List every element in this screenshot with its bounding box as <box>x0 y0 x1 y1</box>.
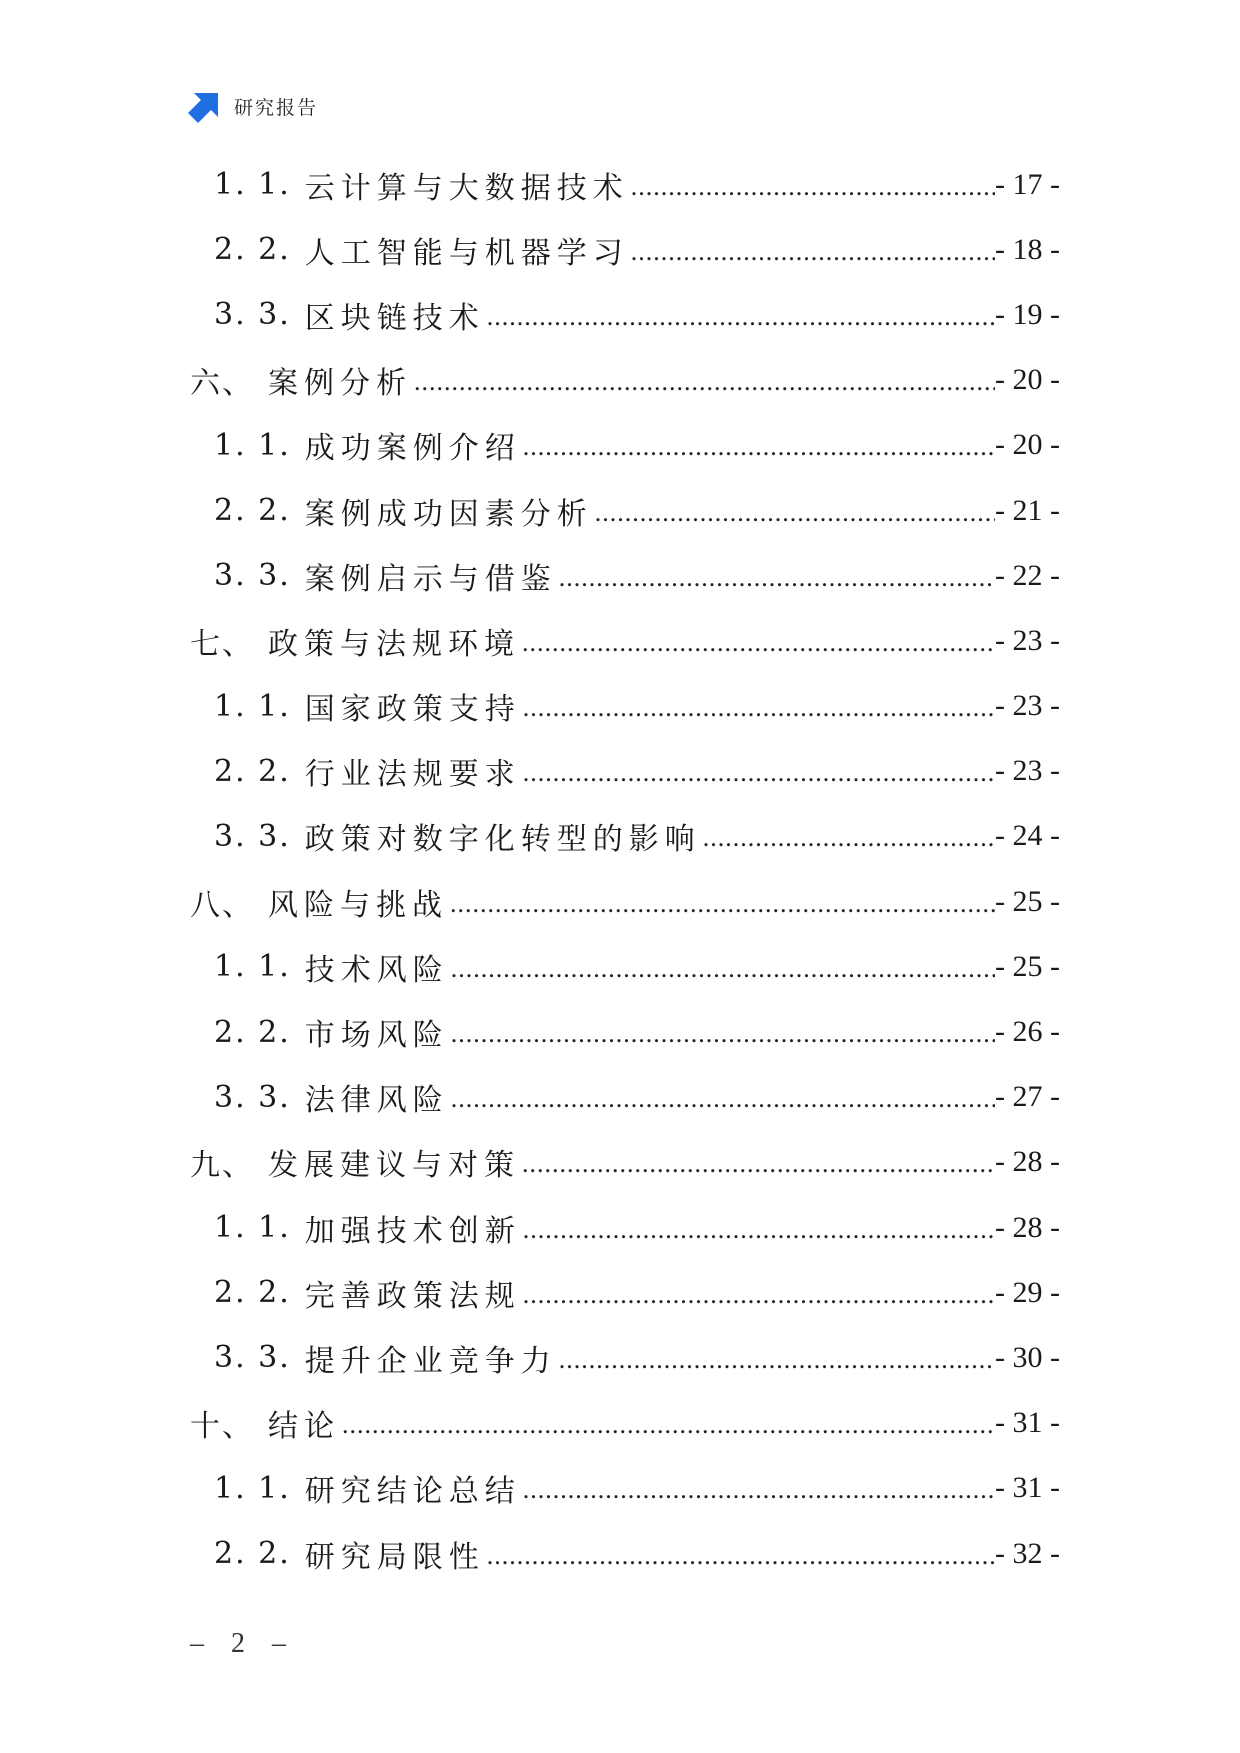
page-number: – 2 – <box>190 1628 296 1659</box>
toc-entry-number: 2. 2. <box>214 1536 291 1572</box>
toc-dot-leader <box>523 1215 995 1245</box>
toc-dot-leader <box>523 1475 995 1505</box>
toc-dot-leader <box>414 367 995 397</box>
toc-entry-title: 云计算与大数据技术 <box>304 170 629 206</box>
toc-entry-page: - 31 - <box>995 1406 1060 1440</box>
toc-entry-title: 人工智能与机器学习 <box>304 235 629 271</box>
toc-entry-number: 3. 3. <box>214 818 291 854</box>
toc-section-entry[interactable] <box>190 1065 1060 1130</box>
toc-section-entry[interactable] <box>190 1456 1060 1521</box>
toc-entry-title: 政策对数字化转型的影响 <box>304 822 701 858</box>
toc-entry-page: - 22 - <box>995 558 1060 592</box>
toc-entry-title: 风险与挑战 <box>268 887 448 923</box>
toc-entry-page: - 26 - <box>995 1015 1060 1049</box>
toc-chapter-entry[interactable] <box>190 348 1060 413</box>
toc-section-entry[interactable] <box>190 543 1060 608</box>
toc-entry-page: - 30 - <box>995 1340 1060 1374</box>
toc-dot-leader <box>523 693 995 723</box>
toc-entry-page: - 20 - <box>995 363 1060 397</box>
toc-entry-number: 1. 1. <box>214 167 291 203</box>
toc-section-entry[interactable] <box>190 1325 1060 1390</box>
toc-entry-number: 1. 1. <box>214 949 291 985</box>
table-of-contents <box>190 152 1060 1586</box>
toc-dot-leader <box>450 889 995 919</box>
toc-chapter-entry[interactable] <box>190 1391 1060 1456</box>
toc-section-entry[interactable] <box>190 934 1060 999</box>
toc-entry-title: 成功案例介绍 <box>304 431 521 467</box>
toc-dot-leader <box>631 237 995 267</box>
toc-section-entry[interactable] <box>190 478 1060 543</box>
toc-entry-number: 1. 1. <box>214 1470 291 1506</box>
toc-dot-leader <box>451 1084 995 1114</box>
toc-section-entry[interactable] <box>190 804 1060 869</box>
toc-entry-number: 十、 <box>190 1409 254 1445</box>
toc-section-entry[interactable] <box>190 282 1060 347</box>
toc-entry-number: 1. 1. <box>214 688 291 724</box>
toc-entry-number: 2. 2. <box>214 1275 291 1311</box>
toc-dot-leader <box>559 1345 995 1375</box>
toc-entry-page: - 31 - <box>995 1471 1060 1505</box>
toc-dot-leader <box>487 302 995 332</box>
toc-entry-title: 行业法规要求 <box>304 757 521 793</box>
toc-section-entry[interactable] <box>190 1521 1060 1586</box>
toc-entry-page: - 32 - <box>995 1536 1060 1570</box>
toc-entry-number: 六、 <box>190 366 254 402</box>
toc-dot-leader <box>451 954 995 984</box>
arrow-up-right-logo-icon <box>188 89 222 123</box>
toc-entry-page: - 25 - <box>995 949 1060 983</box>
header-title: 研究报告 <box>234 96 319 119</box>
toc-dot-leader <box>523 432 995 462</box>
toc-entry-title: 案例启示与借鉴 <box>304 561 557 597</box>
toc-entry-number: 八、 <box>190 887 254 923</box>
toc-chapter-entry[interactable] <box>190 869 1060 934</box>
toc-entry-page: - 23 - <box>995 623 1060 657</box>
toc-dot-leader <box>703 823 995 853</box>
toc-entry-number: 1. 1. <box>214 1210 291 1246</box>
toc-section-entry[interactable] <box>190 152 1060 217</box>
toc-entry-title: 案例分析 <box>268 366 412 402</box>
toc-entry-number: 3. 3. <box>214 1340 291 1376</box>
toc-dot-leader <box>631 172 995 202</box>
toc-entry-page: - 21 - <box>995 493 1060 527</box>
toc-entry-title: 完善政策法规 <box>304 1278 521 1314</box>
toc-section-entry[interactable] <box>190 674 1060 739</box>
toc-section-entry[interactable] <box>190 739 1060 804</box>
toc-entry-title: 市场风险 <box>304 1018 449 1054</box>
toc-entry-page: - 23 - <box>995 689 1060 723</box>
document-header <box>188 88 318 124</box>
toc-entry-title: 发展建议与对策 <box>268 1148 520 1184</box>
toc-entry-number: 3. 3. <box>214 1079 291 1115</box>
toc-entry-number: 3. 3. <box>214 297 291 333</box>
toc-dot-leader <box>451 1019 995 1049</box>
toc-dot-leader <box>595 498 995 528</box>
toc-entry-page: - 28 - <box>995 1210 1060 1244</box>
toc-dot-leader <box>522 628 995 658</box>
toc-entry-number: 九、 <box>190 1148 254 1184</box>
toc-entry-number: 2. 2. <box>214 493 291 529</box>
toc-chapter-entry[interactable] <box>190 1130 1060 1195</box>
toc-section-entry[interactable] <box>190 1260 1060 1325</box>
toc-section-entry[interactable] <box>190 1195 1060 1260</box>
toc-entry-page: - 25 - <box>995 884 1060 918</box>
toc-dot-leader <box>522 1149 995 1179</box>
toc-chapter-entry[interactable] <box>190 608 1060 673</box>
toc-section-entry[interactable] <box>190 999 1060 1064</box>
toc-entry-page: - 17 - <box>995 167 1060 201</box>
toc-entry-page: - 23 - <box>995 754 1060 788</box>
toc-entry-title: 提升企业竞争力 <box>304 1343 557 1379</box>
toc-entry-title: 研究结论总结 <box>304 1474 521 1510</box>
toc-dot-leader <box>559 563 995 593</box>
toc-entry-number: 1. 1. <box>214 427 291 463</box>
toc-entry-page: - 20 - <box>995 428 1060 462</box>
toc-entry-title: 结论 <box>268 1409 340 1445</box>
toc-dot-leader <box>487 1541 995 1571</box>
toc-entry-number: 七、 <box>190 626 254 662</box>
toc-entry-title: 国家政策支持 <box>304 692 521 728</box>
toc-entry-number: 2. 2. <box>214 1014 291 1050</box>
toc-entry-title: 区块链技术 <box>304 300 485 336</box>
toc-entry-page: - 19 - <box>995 297 1060 331</box>
toc-entry-number: 2. 2. <box>214 753 291 789</box>
toc-entry-title: 案例成功因素分析 <box>304 496 593 532</box>
toc-entry-page: - 29 - <box>995 1275 1060 1309</box>
toc-entry-number: 2. 2. <box>214 232 291 268</box>
toc-dot-leader <box>342 1410 995 1440</box>
toc-entry-title: 法律风险 <box>304 1083 449 1119</box>
toc-entry-title: 政策与法规环境 <box>268 626 520 662</box>
toc-dot-leader <box>523 758 995 788</box>
toc-entry-page: - 27 - <box>995 1080 1060 1114</box>
toc-entry-number: 3. 3. <box>214 558 291 594</box>
toc-section-entry[interactable] <box>190 217 1060 282</box>
toc-entry-page: - 24 - <box>995 819 1060 853</box>
toc-entry-title: 技术风险 <box>304 952 449 988</box>
toc-entry-title: 加强技术创新 <box>304 1213 521 1249</box>
toc-section-entry[interactable] <box>190 413 1060 478</box>
toc-dot-leader <box>523 1280 995 1310</box>
toc-entry-page: - 18 - <box>995 232 1060 266</box>
toc-entry-page: - 28 - <box>995 1145 1060 1179</box>
toc-entry-title: 研究局限性 <box>304 1539 485 1575</box>
